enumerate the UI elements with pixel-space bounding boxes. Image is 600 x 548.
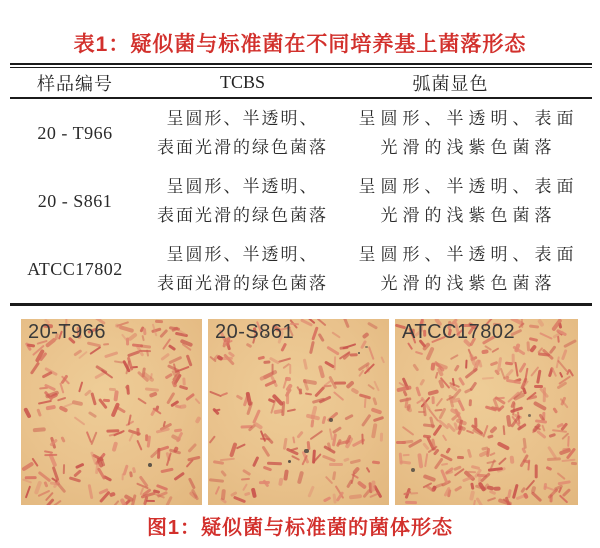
bacterium-rod [487,497,496,502]
bacterium-rod [297,470,304,484]
bacterium-rod [345,414,354,420]
panel-label: 20-S861 [215,321,295,343]
bacterium-rod [43,481,48,488]
bacterium-rod [78,381,83,392]
bacterium-rod [498,456,507,465]
bacterium-rod [161,468,174,473]
bacterium-rod [482,350,489,355]
bacterium-rod [467,470,476,472]
bacterium-rod [453,365,459,373]
debris-speck [288,460,291,463]
bacterium-rod [209,479,224,483]
cell-tcbs-description: 呈圆形、半透明、 表面光滑的绿色菌落 [157,245,328,293]
bacterium-rod [469,399,473,406]
bacterium-rod [304,359,309,370]
bacterium-rod [366,467,371,473]
column-header-sample-id: 样品编号 [37,73,113,94]
bacterium-rod [187,456,201,462]
bacterium-rod [298,388,302,395]
bacterium-rod [403,453,410,456]
bacterium-rod [350,353,358,357]
bacterium-rod [523,492,529,499]
bacterium-rod [361,332,369,339]
bacterium-rod [61,436,66,443]
bacterium-rod [209,435,216,443]
bacterium-rod [415,386,421,397]
bacterium-rod [310,420,314,429]
bacterium-rod [417,453,423,468]
bacterium-rod [402,426,415,436]
cell-tcbs-description: 呈圆形、半透明、 表面光滑的绿色菌落 [157,109,328,157]
panel-label: ATCC17802 [402,321,516,343]
bacterium-rod [109,492,116,497]
cell-sample-id: 20 - S861 [37,190,113,211]
bacterium-rod [185,393,195,401]
cell-chromogenic-description: 呈圆形、半透明、表面 光滑的浅紫色菌落 [358,245,579,293]
bacterium-rod [490,426,498,434]
bacterium-rod [533,401,547,411]
bacterium-rod [213,460,224,465]
bacterium-rod [209,391,222,398]
bacterium-rod [497,441,510,450]
bacterium-rod [97,467,106,480]
bacterium-rod [502,425,505,435]
bacterium-rod [236,394,244,400]
bacterium-rod [434,372,438,379]
bacterium-rod [367,321,378,329]
bacterium-rod [475,497,483,505]
bacterium-rod [371,423,377,438]
bacterium-rod [292,437,296,445]
bacterium-rod [168,344,176,351]
bacterium-rod [160,329,169,338]
bacterium-rod [380,433,383,442]
bacterium-rod [407,405,413,413]
bacterium-rod [103,351,118,358]
bacterium-rod [445,447,451,454]
bacterium-rod [59,383,65,395]
bacterium-rod [328,428,333,440]
bacterium-rod [467,449,472,459]
bacterium-rod [350,387,359,394]
bacterium-rod [142,328,146,335]
bacterium-rod [332,493,336,503]
bacterium-rod [374,380,381,391]
bacterium-rod [146,500,155,502]
bacterium-rod [216,355,223,361]
bacterium-rod [222,489,227,500]
bacterium-rod [523,438,527,450]
micrograph-panel-20-s861 [208,319,389,505]
bacterium-rod [493,486,500,490]
bacterium-rod [115,323,122,328]
bacterium-rod [266,461,281,464]
bacterium-rod [166,495,173,505]
table-row [10,167,592,235]
bacterium-rod [90,345,102,354]
bacterium-rod [176,431,184,442]
bacterium-rod [188,477,196,489]
cell-sample-id: 20 - T966 [37,122,113,143]
bacterium-rod [549,432,556,437]
bacterium-rod [430,362,435,371]
bacterium-rod [114,390,119,401]
bacterium-rod [251,487,257,498]
bacterium-rod [269,357,280,365]
bacterium-rod [44,454,57,456]
bacterium-rod [128,333,138,342]
bacterium-rod [305,393,312,396]
bacterium-rod [537,352,549,357]
column-header-tcbs: TCBS [219,72,266,92]
bacterium-rod [373,397,378,406]
bacterium-rod [372,460,381,464]
bacterium-rod [450,354,459,360]
bacterium-rod [332,471,336,480]
colony-morphology-table [10,63,592,306]
bacterium-rod [545,466,552,471]
bacterium-rod [53,499,62,505]
bacterium-rod [423,434,431,438]
bacterium-rod [195,416,201,424]
bacterium-rod [246,343,253,349]
bacterium-rod [324,384,332,387]
bacterium-rod [529,324,539,329]
bacterium-rod [308,340,314,354]
bacterium-rod [241,478,250,481]
bacterium-rod [258,355,265,360]
bacterium-rod [137,398,147,405]
bacterium-rod [342,457,349,462]
bacterium-rod [243,492,250,496]
bacterium-rod [415,351,423,356]
micrograph-panel-20-t966 [21,319,202,505]
bacterium-rod [442,435,448,442]
bacterium-rod [332,391,343,401]
bacterium-rod [322,454,336,461]
bacterium-rod [33,428,46,433]
bacterium-rod [174,472,186,481]
bacterium-rod [457,456,464,459]
bacterium-rod [373,416,384,422]
bacterium-rod [369,492,379,498]
table-row [10,235,592,303]
bacterium-rod [262,465,271,471]
bacterium-rod [332,426,342,434]
bacterium-rod [24,475,36,478]
debris-speck [528,414,531,417]
bacterium-rod [140,345,151,350]
bacterium-rod [367,384,375,391]
bacterium-rod [242,483,248,491]
bacterium-rod [36,408,42,417]
bacterium-rod [160,352,170,361]
bacterium-rod [88,484,94,499]
bacterium-rod [482,377,494,380]
bacterium-rod [326,346,339,356]
bacterium-rod [44,450,53,454]
bacterium-rod [30,362,40,375]
debris-speck [304,449,308,453]
bacterium-rod [418,411,425,413]
table-header-row [10,68,592,97]
bacterium-rod [113,500,119,505]
bacterium-rod [361,414,372,427]
bacterium-rod [289,364,291,374]
panel-label: 20-T966 [28,321,106,343]
bacterium-rod [536,370,541,384]
bacterium-rod [556,472,565,480]
debris-speck [411,468,415,472]
debris-speck [148,463,152,467]
cell-tcbs-description: 呈圆形、半透明、 表面光滑的绿色菌落 [157,177,328,225]
cell-sample-id: ATCC17802 [27,258,123,279]
bacterium-rod [486,434,493,439]
bacterium-rod [371,407,383,414]
bacterium-rod [563,339,577,348]
bacterium-rod [63,464,65,474]
table-top-rule-thick [10,63,592,65]
bacterium-rod [341,319,350,328]
bacterium-rod [155,320,163,323]
bacterium-rod [571,461,577,464]
bacterium-rod [291,455,300,461]
bacterium-rod [131,494,136,505]
column-header-vibrio-chromogenic: 弧菌显色 [412,73,489,94]
bacterium-rod [246,391,252,406]
table-title: 表1：疑似菌与标准菌在不同培养基上菌落形态 [73,33,527,56]
bacterium-rod [380,356,385,364]
bacterium-rod [25,486,32,499]
bacterium-rod [46,405,56,410]
bacterium-rod [435,398,443,408]
micrograph-strip [0,319,600,505]
bacterium-rod [368,346,375,360]
bacterium-rod [38,400,52,405]
bacterium-rod [477,360,482,369]
bacterium-rod [558,480,571,485]
bacterium-rod [241,469,251,477]
bacterium-rod [547,458,561,461]
bacterium-rod [420,378,426,385]
bacterium-rod [405,501,417,504]
bacterium-rod [547,488,559,500]
bacterium-rod [259,481,270,484]
bacterium-rod [318,365,325,379]
bacterium-rod [453,485,462,492]
bacterium-rod [112,441,118,452]
bacterium-rod [73,470,82,478]
bacterium-rod [396,441,406,444]
bacterium-rod [88,410,97,417]
bacterium-rod [534,464,537,478]
bacterium-rod [149,392,158,398]
bacterium-rod [141,335,145,341]
figure-caption: 图1：疑似菌与标准菌的菌体形态 [146,517,454,539]
bacterium-rod [412,363,419,371]
bacterium-rod [329,463,342,466]
bacterium-rod [541,424,545,431]
bacterium-rod [128,433,133,442]
debris-speck [329,418,333,422]
bacterium-rod [220,470,227,478]
bacterium-rod [287,408,296,412]
bacterium-rod [73,416,85,425]
bacterium-rod [539,332,553,340]
bacterium-rod [90,392,97,405]
bacterium-rod [353,466,361,475]
bacterium-rod [103,398,111,402]
bacterium-rod [322,416,326,425]
bacterium-rod [339,345,349,349]
bacterium-rod [252,456,260,467]
bacterium-rod [441,463,448,467]
bacterium-rod [136,440,142,451]
bacterium-rod [313,385,324,397]
bacterium-rod [469,381,477,391]
bacterium-rod [559,372,564,379]
bacterium-rod [183,377,187,385]
debris-speck [358,352,360,354]
bacterium-rod [435,483,444,489]
bacterium-rod [286,392,289,405]
bacterium-rod [187,442,197,452]
bacterium-rod [144,387,158,391]
bacterium-rod [57,396,66,401]
bacterium-rod [284,469,289,480]
bacterium-rod [126,385,130,395]
bacterium-rod [316,319,326,327]
bacterium-rod [531,486,537,494]
bacterium-rod [23,408,31,420]
bacterium-rod [323,496,332,502]
cell-chromogenic-description: 呈圆形、半透明、表面 光滑的浅紫色菌落 [358,109,579,157]
bacterium-rod [333,356,336,370]
bacterium-rod [552,407,558,414]
bacterium-rod [178,385,187,391]
bacterium-rod [215,486,221,495]
bacterium-rod [147,436,151,448]
bacterium-rod [561,349,567,360]
bacterium-rod [350,458,361,464]
bacterium-rod [42,371,53,379]
bacterium-rod [331,331,341,339]
bacterium-rod [194,398,200,405]
bacterium-rod [311,450,315,464]
bacterium-rod [510,456,515,465]
cell-chromogenic-description: 呈圆形、半透明、表面 光滑的浅紫色菌落 [358,177,579,225]
bacterium-rod [498,498,512,505]
bacterium-rod [348,494,361,499]
bacterium-rod [263,360,271,363]
table-bottom-rule [10,303,592,306]
bacterium-rod [422,474,435,482]
bacterium-rod [470,465,480,470]
bacterium-rod [72,400,83,406]
bacterium-rod [529,345,537,354]
bacterium-rod [262,446,271,458]
bacterium-rod [527,459,530,470]
bacterium-rod [123,464,129,476]
bacterium-rod [410,492,418,495]
bacterium-rod [364,398,367,408]
bacterium-rod [431,396,434,405]
bacterium-rod [129,472,133,479]
bacterium-rod [534,385,543,388]
table-row [10,99,592,167]
bacterium-rod [529,337,538,342]
bacterium-rod [567,436,570,447]
bacterium-rod [307,486,315,498]
bacterium-rod [157,447,161,459]
bacterium-rod [465,359,467,368]
bacterium-rod [318,333,325,342]
micrograph-panel-atcc17802 [395,319,578,505]
bacterium-rod [472,499,476,505]
bacterium-rod [278,357,291,363]
bacterium-rod [543,387,546,402]
bacterium-rod [309,430,322,440]
bacterium-rod [357,480,367,489]
bacterium-rod [278,478,283,486]
bacterium-rod [296,430,304,438]
bacterium-rod [165,373,173,379]
bacterium-rod [281,401,285,416]
bacterium-rod [489,452,496,457]
bacterium-rod [424,453,428,467]
bacterium-rod [491,347,499,353]
bacterium-rod [233,496,246,504]
bacterium-rod [156,427,170,433]
bacterium-rod [21,462,34,472]
